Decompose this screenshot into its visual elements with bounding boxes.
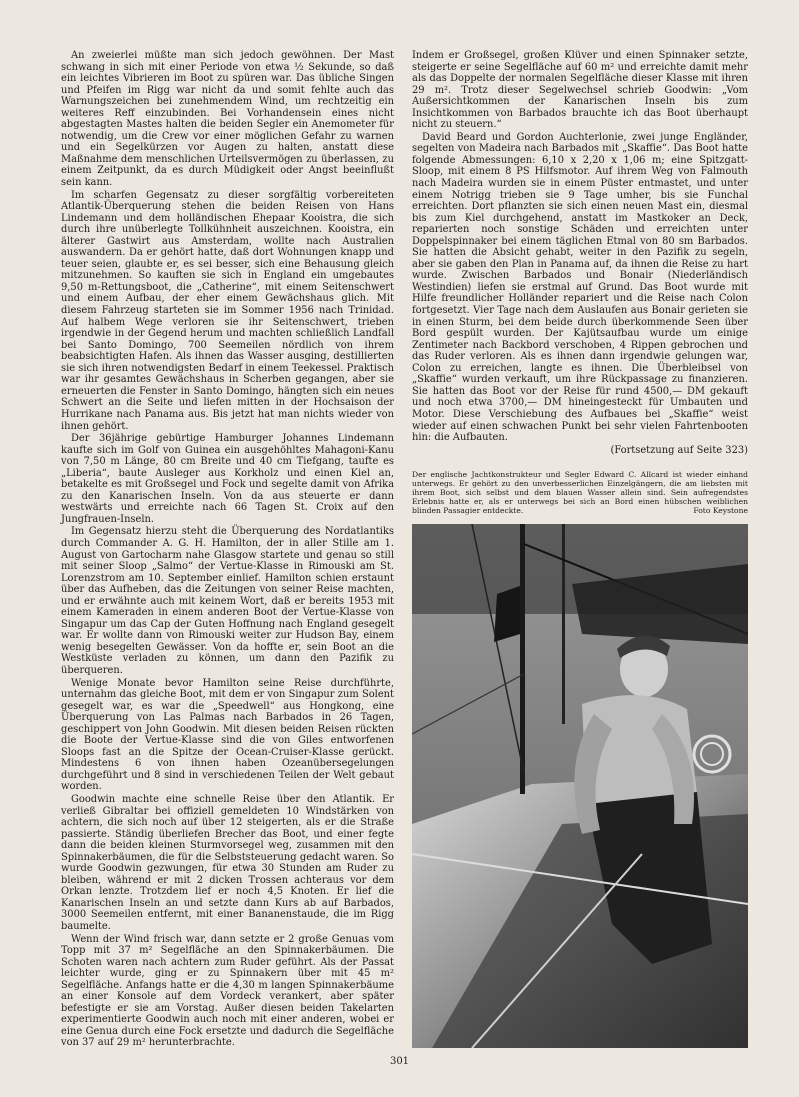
paragraph: Im scharfen Gegensatz zu dieser sorgfältig vorbereiteten Atlantik-Überquerung stehen die beiden Reisen von Hans Lindemann und dem holländischen Ehepaar Kooistra, die sich durch ihre unüberlegte Tollkühnheit auszeichnen. Kooistra, ein älterer Gastwirt aus Amsterdam, wollte nach Australien auswandern. Da er gehört hatte, daß dort Wohnungen knapp und teuer seien, glaubte er, es sei besser, sich eine Behausung gleich mitzunehmen. So kauften sie sich in England ein umgebautes 9,50 m-Rettungsboot, die „Catherine“, mit einem Seitenschwert und einem Aufbau, der eher einem Gewächshaus glich. Mit diesem Fahrzeug starteten sie im Sommer 1956 nach Trinidad. Auf halbem Wege verloren sie ihr Seitenschwert, trieben irgendwie in der Gegend herum und machten schließlich Landfall bei Santo Domingo, 700 Seemeilen nördlich von ihrem beabsichtigten Hafen. Als ihnen das Wasser ausging, destillierten sie sich ihren notwendigsten Bedarf in einem Teekessel. Praktisch war ihr gesamtes Gewächshaus in Scherben gegangen, aber sie erneuerten die Fenster in Santo Domingo, hängten sich ein neues Schwert an die Seite und liefen mitten in der Hochsaison der Hurrikane nach Panama aus. Bis jetzt hat man nichts wieder von ihnen gehört. bbox=[61, 189, 394, 432]
page-number: 301 bbox=[389, 1056, 410, 1067]
paragraph: David Beard und Gordon Auchterlonie, zwei junge Engländer, segelten von Madeira nach Barbados mit „Skaffie“. Das Boot hatte folgende Abmessungen: 6,10 x 2,20 x 1,06 m; eine Spitzgatt-Sloop, mit einem 8 PS Hilfsmotor. Auf ihrem Weg von Falmouth nach Madeira wurden sie in einem Püster entmastet, und unter einem Notrigg trieben sie 9 Tage umher, bis sie Funchal erreichten. Dort pflanzten sie sich einen neuen Mast ein, diesmal bis zum Kiel durchgehend, anstatt im Mastkoker an Deck, reparierten noch sonstige Schäden und erreichten unter Doppelspinnaker bei einem täglichen Etmal von 80 sm Barbados. Sie hatten die Absicht gehabt, weiter in den Pazifik zu segeln, aber sie gaben den Plan in Panama auf, da ihnen die Reise zu hart wurde. Zwischen Barbados und Bonair (Niederländisch Westindien) liefen sie erstmal auf Grund. Das Boot wurde mit Hilfe freundlicher Holländer repariert und die Reise nach Colon fortgesetzt. Vier Tage nach dem Auslaufen aus Bonair gerieten sie in einen Sturm, bei dem beide durch überkommende Seen über Bord gespült wurden. Der Kajütsaufbau wurde um einige Zentimeter nach Backbord verschoben, 4 Rippen gebrochen und das Ruder verloren. Als es ihnen dann irgendwie gelungen war, Colon zu erreichen, langte es ihnen. Die Überbleibsel von „Skaffie“ wurden verkauft, um ihre Rückpassage zu finanzieren. Sie hatten das Boot vor der Reise für rund 4500,— DM gekauft und noch etwa 3700,— DM hineingesteckt für Umbauten und Motor. Diese Verschiebung des Aufbaues bei „Skaffie“ weist wieder auf einen schwachen Punkt bei sehr vielen Fahrtenbooten hin: die Aufbauten. bbox=[412, 131, 748, 444]
paragraph: Der 36jährige gebürtige Hamburger Johannes Lindemann kaufte sich im Golf von Guinea ein ausgehöhltes Mahagoni-Kanu von 7,50 m Länge, 80 cm Breite und 40 cm Tiefgang, taufte es „Liberia“, baute Ausleger aus Korkholz und einen Kiel an, betakelte es mit Großsegel und Fock und segelte damit von Afrika zu den Kanarischen Inseln. Von da aus steuerte er dann westwärts und erreichte nach 66 Tagen St. Croix auf den Jungfrauen-Inseln. bbox=[61, 433, 394, 525]
paragraph: Indem er Großsegel, großen Klüver und einen Spinnaker setzte, steigerte er seine Segelfläche auf 60 m² und erreichte damit mehr als das Doppelte der normalen Segelfläche dieser Klasse mit ihren 29 m². Trotz dieser Segelwechsel schrieb Goodwin: „Vom Außersichtkommen der Kanarischen Inseln bis zum Insichtkommen von Barbados brauchte ich das Boot überhaupt nicht zu steuern.“ bbox=[412, 50, 748, 131]
photo-credit: Foto Keystone bbox=[693, 506, 748, 515]
paragraph: Wenn der Wind frisch war, dann setzte er 2 große Genuas vom Topp mit 37 m² Segelfläche an den Spinnakerbäumen. Die Schoten waren nach achtern zum Ruder geführt. Als der Passat leichter wurde, ging er zu Spinnakern über mit 45 m² Segelfläche. Anfangs hatte er die 4,30 m langen Spinnakerbäume an einer Konsole auf dem Vordeck verankert, aber später befestigte er sie am Vorstag. Außer diesen beiden Takelarten experimentierte Goodwin auch noch mit einer anderen, wobei er eine Genua durch eine Fock ersetzte und dadurch die Segelfläche von 37 auf 29 m² herunterbrachte. bbox=[61, 933, 394, 1049]
right-text-column bbox=[412, 50, 748, 456]
continuation-note: (Fortsetzung auf Seite 323) bbox=[610, 444, 748, 456]
paragraph: Goodwin machte eine schnelle Reise über den Atlantik. Er verließ Gibraltar bei offiziell gemeldeten 10 Windstärken von achtern, die sich noch auf über 12 steigerten, als er die Straße passierte. Ständig überliefen Brecher das Boot, und einer fegte dann die beiden kleinen Sturmvorsegel weg, zusammen mit den Spinnakerbäumen, die für die Selbststeuerung gedacht waren. So wurde Goodwin gezwungen, für etwa 30 Stunden am Ruder zu bleiben, während er mit 2 dicken Trossen achteraus vor dem Orkan lenzte. Trotzdem lief er noch 4,5 Knoten. Er lief die Kanarischen Inseln an und setzte dann Kurs ab auf Barbados, 3000 Seemeilen entfernt, mit einer Bananenstaude, die im Rigg baumelte. bbox=[61, 794, 394, 933]
photo-caption bbox=[412, 470, 748, 515]
photo-illustration bbox=[412, 524, 748, 1048]
sailor-on-boat-photo bbox=[412, 524, 748, 1048]
paragraph: An zweierlei müßte man sich jedoch gewöhnen. Der Mast schwang in sich mit einer Periode von etwa ½ Sekunde, so daß ein leichtes Vibrieren im Boot zu spüren war. Das übliche Singen und Pfeifen im Rigg war nicht da und somit fehlte auch das Warnungszeichen bei zunehmendem Wind, um rechtzeitig ein weiteres Reff einzubinden. Bei Vorhandensein eines nicht abgestagten Mastes halten die beiden Segler ein Anemometer für notwendig, um die Crew vor einer möglichen Gefahr zu warnen und ein Segelkürzen vor Augen zu halten, anstatt diese Maßnahme dem menschlichen Urteilsvermögen zu überlassen, zu einem Zeitpunkt, da es durch Müdigkeit oder Angst beeinflußt sein kann. bbox=[61, 50, 394, 189]
paragraph: Im Gegensatz hierzu steht die Überquerung des Nordatlantiks durch Commander A. G. H. Hamilton, der in aller Stille am 1. August von Gartocharm nahe Glasgow startete und genau so still mit seiner Sloop „Salmo“ der Vertue-Klasse in Rimouski am St. Lorenzstrom am 10. September einlief. Hamilton schien erstaunt über das Aufheben, das die Zeitungen von seiner Reise machten, und er erwähnte auch mit keinem Wort, daß er bereits 1953 mit einem Kameraden in einem anderen Boot der Vertue-Klasse von Singapur um das Cap der Guten Hoffnung nach England gesegelt war. Er wollte dann von Rimouski weiter zur Hudson Bay, einem wenig besegelten Gewässer. Von da hoffte er, sein Boot an die Westküste verladen zu können, um dann den Pazifik zu überqueren. bbox=[61, 526, 394, 676]
caption-text: Der englische Jachtkonstrukteur und Segler Edward C. Allcard ist wieder einhand unterwegs. Er gehört zu den unverbesserlichen Einzelgängern, die am liebsten mit ihrem Boot, sich selbst und dem blauen Wasser allein sind. Sein aufregendstes Erlebnis hatte er, als er unterwegs bei sich an Bord einen hübschen weiblichen blinden Passagier entdeckte. bbox=[412, 470, 748, 515]
left-text-column bbox=[61, 50, 394, 1049]
paragraph: Wenige Monate bevor Hamilton seine Reise durchführte, unternahm das gleiche Boot, mit dem er von Singapur zum Solent gesegelt war, es war die „Speedwell“ aus Hongkong, eine Überquerung von Las Palmas nach Barbados in 26 Tagen, geschippert von John Goodwin. Mit diesen beiden Reisen rückten die Boote der Vertue-Klasse sind die von Giles entworfenen Sloops fast an die Spitze der Ocean-Cruiser-Klasse gerückt. Mindestens 6 von ihnen haben Ozeanübersegelungen durchgeführt und 8 sind in verschiedenen Teilen der Welt gebaut worden. bbox=[61, 677, 394, 793]
